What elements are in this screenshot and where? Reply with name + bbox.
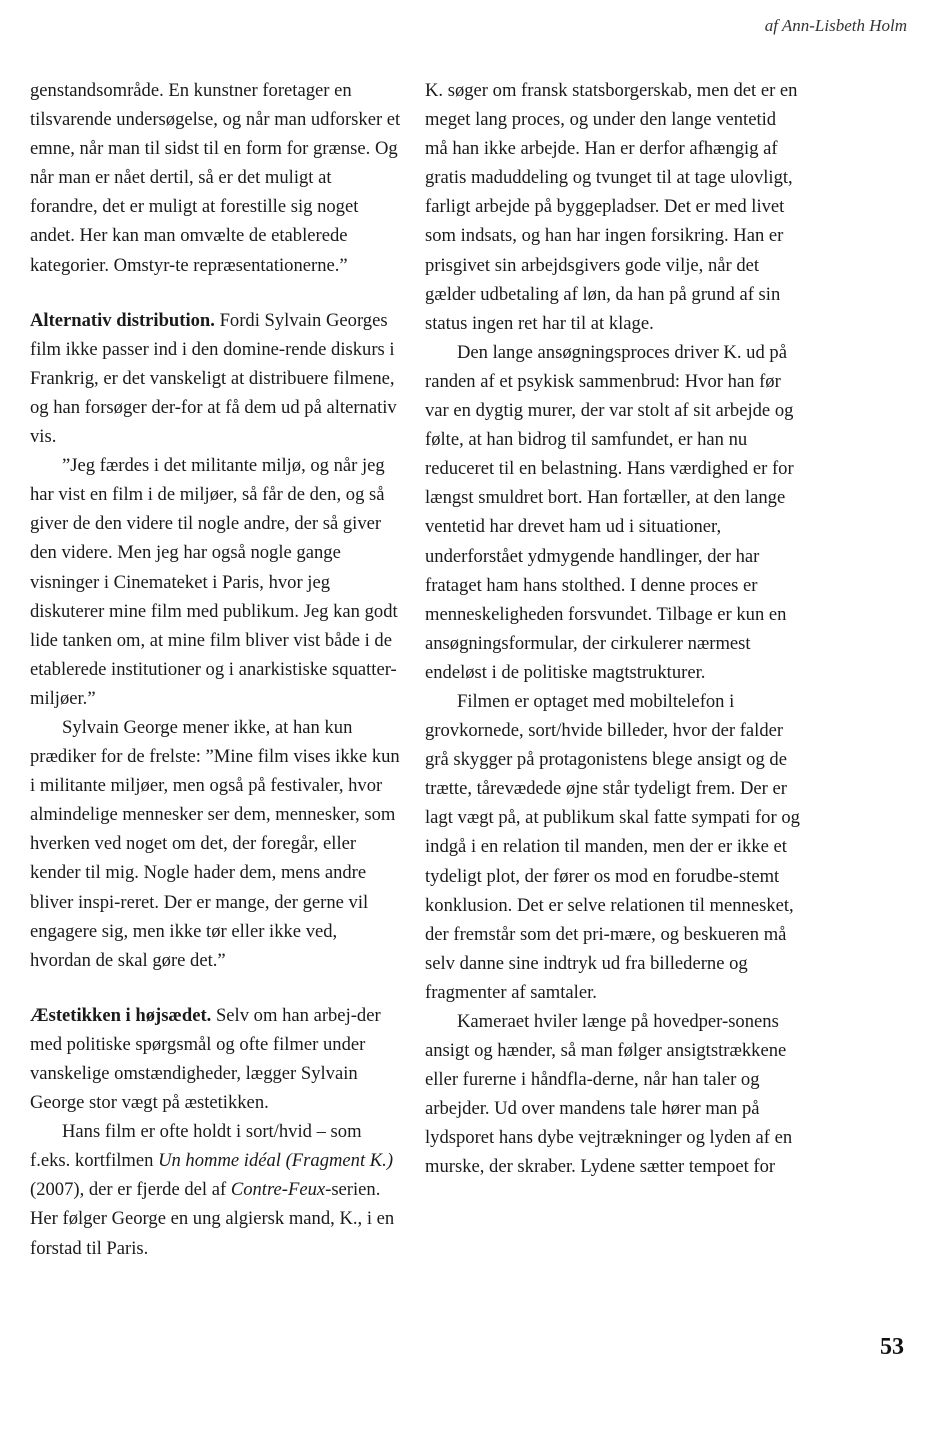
author-byline: af Ann-Lisbeth Holm [764,16,907,35]
section-text: Selv om han arbej-der med politiske spørgsmål og ofte filmer under vanskelige omstændigheder, lægger Sylvain George stor vægt på æstetikken. [30,1004,381,1114]
page-number: 53 [880,1334,904,1360]
text-run: Hans film er ofte holdt i sort/hvid – som f.eks. kortfilmen [30,1121,362,1172]
text-run: -serien. Her følger George en ung algiersk mand, K., i en forstad til Paris. [30,1179,395,1259]
paragraph: ”Jeg færdes i det militante miljø, og når jeg har vist en film i de miljøer, så får de den, og så giver de den videre til nogle andre, der så giver den videre. Men jeg har også nogle gange visninger i Cinemateket i Paris, hvor jeg diskuterer mine film med publikum. Jeg kan godt lide tanken om, at mine film bliver vist både i de etablerede institutioner og i anarkistiske squatter-miljøer.” [30,455,398,709]
section-heading: Alternativ distribution. [30,309,215,331]
section-heading: Æstetikken i højsædet. [30,1004,212,1026]
text-run: (2007), der er fjerde del af [30,1179,231,1201]
paragraph: K. søger om fransk statsborgerskab, men det er en meget lang proces, og under den lange ventetid må han ikke arbejde. Han er derfor afhængig af gratis maduddeling og tvunget til at tage ulovligt, farligt arbejde på byggepladser. Det er med livet som indsats, og han har ingen forsikring. Han er prisgivet sin arbejdsgivers gode vilje, når det gælder udbetaling af løn, da han på grund af sin status ingen ret har til at klage. [425,80,798,334]
paragraph: Filmen er optaget med mobiltelefon i grovkornede, sort/hvide billeder, hvor der falder grå skygger på protagonistens blege ansigt og de trætte, tårevædede øjne står tydeligt frem. Der er lagt vægt på, at publikum skal fatte sympati for og indgå i en relation til manden, men der er ikke et tydeligt plot, der fører os mod en forudbe-stemt konklusion. Det er selve relationen til mennesket, der fremstår som det pri-mære, og beskueren må selv danne sine indtryk ud fra billederne og fragmenter af samtaler. [425,690,800,1003]
paragraph [30,306,402,451]
film-title: Un homme idéal (Fragment K.) [158,1150,394,1172]
section-text: Fordi Sylvain Georges film ikke passer ind i den domine-rende diskurs i Frankrig, er det vanskeligt at distribuere filmene, og han forsøger der-for at få dem ud på alternativ vis. [30,309,397,448]
paragraph [30,1117,402,1262]
paragraph [30,1001,402,1117]
paragraph: Den lange ansøgningsproces driver K. ud på randen af et psykisk sammenbrud: Hvor han før var en dygtig murer, der var stolt af sit arbejde og følte, at han bidrog til samfundet, er han nu reduceret til en belastning. Hans værdighed er for længst smuldret bort. Han fortæller, at den lange ventetid har drevet ham ud i situationer, underforstået ydmygende handlinger, der har frataget ham hans stolthed. I denne proces er menneskeligheden forsvundet. Tilbage er kun en ansøgningsformular, der cirkulerer nærmest endeløst i de politiske magtstrukturer. [425,341,794,683]
paragraph: Sylvain George mener ikke, at han kun prædiker for de frelste: ”Mine film vises ikke kun i militante miljøer, men også på festivaler, hvor almindelige mennesker ser dem, mennesker, som hverken ved noget om det, der foregår, eller kender til mig. Nogle hader dem, mens andre bliver inspi-reret. Der er mange, der gerne vil engagere sig, men ikke tør eller ikke ved, hvordan de skal gøre det.” [30,716,400,971]
paragraph: Kameraet hviler længe på hovedper-sonens ansigt og hænder, så man følger ansigtstrækkene eller furerne i håndfla-derne, når han taler og arbejder. Ud over mandens tale hører man på lydsporet hans dybe vejtrækninger og lyden af en murske, der skraber. Lydene sætter tempoet for [425,1011,793,1178]
series-title: Contre-Feux [230,1179,326,1201]
left-column [30,76,402,1263]
right-column [425,76,803,1182]
paragraph: genstandsområde. En kunstner foretager en tilsvarende undersøgelse, og når man udforsker et emne, når man til sidst til en form for grænse. Og når man er nået dertil, så er det muligt at forandre, det er muligt at forestille sig noget andet. Her kan man omvælte de etablerede kategorier. Omstyr-te repræsentationerne.” [30,80,401,276]
